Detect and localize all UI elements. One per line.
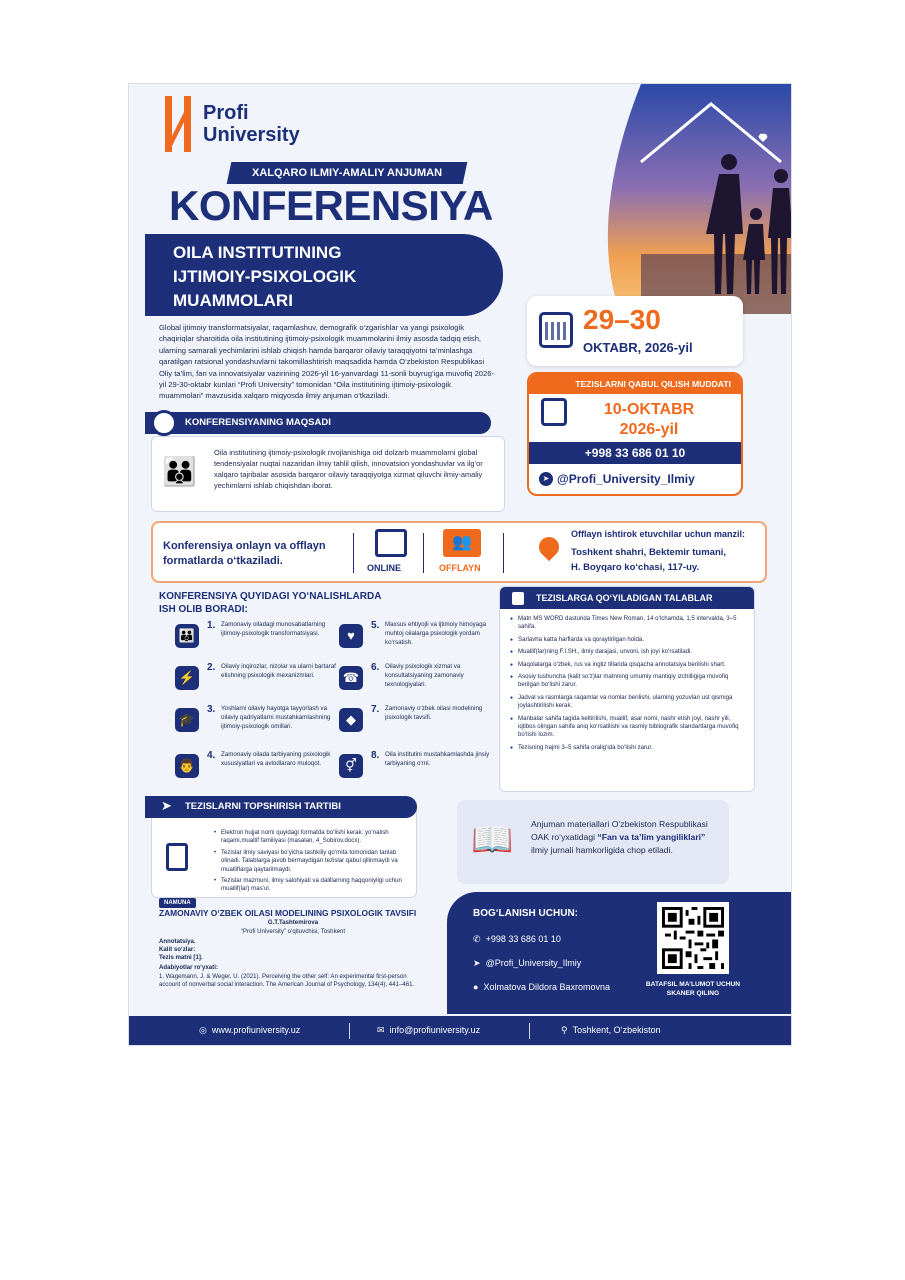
family-icon: 👪 (175, 624, 199, 648)
submission-heading-text: TEZISLARNI TOPSHIRISH TARTIBI (185, 801, 341, 812)
contact-person: Xolmatova Dildora Baxromovna (483, 982, 611, 992)
journal-text (531, 818, 721, 856)
divider (349, 1023, 350, 1039)
sample-annotation: Annotatsiya. (159, 937, 196, 945)
direction-number: 5. (371, 620, 380, 631)
theme-box (145, 234, 503, 316)
qr-code[interactable] (657, 902, 729, 974)
deadline-date (589, 400, 709, 440)
requirement-item: ● Sarlavha katta harflarda va qoraytirilgan holda. (510, 636, 746, 644)
format-text: Konferensiya onlayn va offlayn formatlarda o‘tkaziladi. (163, 540, 326, 567)
uzbekistan-map-icon: ◆ (339, 708, 363, 732)
goal-text: Oila institutining ijtimoiy-psixologik rivojlanishiga oid dolzarb muammolarni global tendensiyalar nuqtai nazaridan ilmiy tahlil qilish, innovatsion yondashuvlar va ilg‘or xalqaro tajribalar asosida barqaror oilaviy taraqqiyotga xizmat qiluvchi ilmiy-amaliy yechimlarni ishlab chiqishdan iborat. (214, 448, 483, 490)
contact-telegram: @Profi_University_Ilmiy (485, 958, 582, 968)
direction-item (339, 704, 505, 748)
family-sunset-photo (581, 84, 791, 314)
direction-text: Oilaviy psixologik xizmat va konsultatsiyaning zamonaviy texnologiyalari. (385, 663, 464, 688)
send-icon: ➤ (161, 798, 172, 813)
footer-location (561, 1025, 661, 1036)
map-pin-icon (535, 533, 563, 561)
contact-telegram-row[interactable] (473, 958, 581, 969)
calendar-icon (539, 312, 573, 348)
direction-item (339, 662, 505, 706)
conference-poster (128, 83, 792, 1046)
directions-heading (159, 590, 381, 616)
target-icon (151, 410, 177, 436)
footer-website[interactable] (199, 1025, 300, 1036)
direction-number: 2. (207, 662, 216, 673)
direction-item (339, 620, 505, 664)
globe-icon: ◎ (199, 1025, 207, 1035)
intro-paragraph: Global ijtimoiy transformatsiyalar, raqamlashuv, demografik o‘zgarishlar va yangi psixologik chaqiriqlar sharoitida oila institutining ijtimoiy-psixologik muammolarini ilmiy asosda tadqiq etish, ularning samarali yechimlarini ishlab chiqish hamda barqaror oilaviy taraqqiyotni ta’minlashga qaratilgan ratsional yondashuvlarni takomillashtirish maqsadida hamda O‘zbekiston Respublikasi Oliy ta’lim, fan va innovatsiyalar vazirining 2026-yil 16-yanvardagi 11-sonli buyrug‘iga muvofiq 2026-yil 29-30-oktabr kunlari “Profi University” tomonidan “Oila institutining ijtimoiy-psixologik muammolari” mavzusida xalqaro miqyosda ilmiy anjuman o‘tkaziladi. (159, 323, 494, 401)
monitor-icon (375, 529, 407, 557)
contact-phone-row[interactable] (473, 934, 561, 945)
brand-line1: Profi (203, 102, 249, 124)
requirement-item: ● Asosiy tushuncha (kalit so‘z)lar matnning umumiy mantiqiy izchilligiga muvofiq berilgan bo‘lishi zarur. (510, 673, 746, 690)
map-pin-icon: ⚲ (561, 1025, 568, 1035)
submission-list (214, 829, 412, 897)
sample-title: ZAMONAVIY O‘ZBEK OILASI MODELINING PSIXOLOGIK TAVSIFI (159, 908, 417, 919)
deadline-date-line1: 10-OKTABR (603, 401, 695, 418)
deadline-card (527, 372, 743, 496)
direction-text: Zamonaviy oilada tarbiyaning psixologik xususiyatlari va avlodlararo muloqot. (221, 751, 331, 767)
directions-heading-line1: KONFERENSIYA QUYIDAGI YO‘NALISHLARDA (159, 591, 382, 602)
deadline-date-line2: 2026-yil (619, 421, 679, 438)
telegram-icon: ➤ (473, 958, 481, 968)
requirement-item: ● Tezisning hajmi 3–5 sahifa oralig‘ida bo‘lishi zarur. (510, 744, 746, 752)
goal-heading (145, 412, 491, 434)
deadline-label: TEZISLARNI QABUL QILISH MUDDATI (529, 374, 741, 394)
conference-days: 29–30 (583, 304, 661, 335)
direction-number: 1. (207, 620, 216, 631)
consultant-icon: ☎ (339, 666, 363, 690)
footer-email-text: info@profiuniversity.uz (389, 1025, 481, 1035)
requirements-heading: TEZISLARGA QO‘YILADIGAN TALABLAR (500, 587, 754, 609)
direction-text: Zamonaviy oiladagi munosabatlarning ijtimoiy-psixologik transformatsiyasi. (221, 621, 326, 637)
sample-affiliation: “Profi University” o‘qituvchisi, Toshkent (240, 927, 346, 935)
graduation-cap-icon: 🎓 (175, 708, 199, 732)
theme-line3: MUAMMOLARI (173, 291, 293, 310)
submission-heading (145, 796, 417, 818)
direction-item (175, 662, 341, 706)
direction-number: 4. (207, 750, 216, 761)
profi-logo-icon (165, 96, 191, 152)
direction-text: Maxsus ehtiyojli va ijtimoiy himoyaga muhtoj oilalarga psixologik yordam ko‘rsatish. (385, 621, 487, 646)
divider (423, 533, 424, 573)
direction-item (175, 620, 341, 664)
deadline-telegram[interactable]: @Profi_University_Ilmiy (557, 472, 695, 486)
family-icon: 👪 (162, 456, 197, 487)
group-icon: 👥 (443, 529, 481, 557)
direction-text: Zamonaviy o‘zbek oilasi modelining psixologik tavsifi. (385, 705, 483, 721)
footer-website-text: www.profiuniversity.uz (211, 1025, 301, 1035)
book-icon: 📖 (471, 821, 514, 859)
direction-number: 8. (371, 750, 380, 761)
page-title: KONFERENSIYA (169, 182, 493, 229)
mail-icon: ✉ (377, 1025, 385, 1035)
calendar-icon (541, 398, 567, 426)
journal-text-after: ilmiy jurnali hamkorligida chop etiladi. (531, 844, 673, 855)
direction-item (175, 750, 341, 794)
requirement-item: ● Matn MS WORD dasturida Times New Roman, 14 o‘lchamda, 1,5 intervalda, 3–5 sahifa. (510, 615, 746, 632)
requirement-item: ● Jadval va rasmlarga raqamlar va nomlar berilishi, ularning yozuvlari ust qismiga joylashtirilishi kerak. (510, 694, 746, 711)
direction-text: Oilaviy inqirozlar, nizolar va ularni bartaraf etishning psixologik mexanizmlari. (221, 663, 336, 679)
offline-label: OFFLAYN (439, 563, 481, 573)
footer-email[interactable] (377, 1025, 480, 1036)
direction-text: Yoshlarni oilaviy hayotga tayyorlash va oilaviy qadriyatlarni mustahkamlashning ijtimoiy-psixologik omillari. (221, 705, 331, 730)
address-line2: H. Boyqaro ko‘chasi, 117-uy. (571, 562, 700, 573)
journal-card (457, 800, 729, 884)
sample-author: G.T.Tashtemirova (267, 919, 319, 927)
phone-icon: ✆ (473, 934, 481, 944)
submission-item: • Tezislar ilmiy saviyasi bo‘yicha tashkiliy qo‘mita tomonidan tanlab olinadi. Talablarga javob bermaydigan tezislar qabul qilinmaydi va mualliflarga qaytarilmaydi. (214, 849, 412, 874)
deadline-phone[interactable]: +998 33 686 01 10 (529, 442, 741, 464)
contact-panel (447, 892, 792, 1014)
submission-item: • Elektron hujjat nomi quyidagi formatda bo‘lishi kerak: yo‘nalish raqami,muallif familiyasi (masalan, 4_Sobirov.docx). (214, 829, 412, 846)
conference-type: XALQARO ILMIY-AMALIY ANJUMAN (251, 167, 443, 179)
sample-keywords: Kalit so‘zlar: (159, 946, 196, 954)
address-line1: Toshkent shahri, Bektemir tumani, (571, 547, 727, 558)
contact-phone: +998 33 686 01 10 (485, 934, 561, 944)
sample-abstract (159, 898, 427, 989)
theme-line2: IJTIMOIY-PSIXOLOGIK (173, 267, 357, 286)
requirement-item: ● Maqolalarga o‘zbek, rus va ingliz tillarida qisqacha annotatsiya berilishi shart. (510, 661, 746, 669)
submission-item: • Tezislar mazmuni, ilmiy salohiyati va dalillarning haqqoniyligi uchun muallif(lar) mas’ul. (214, 877, 412, 894)
document-icon (512, 592, 524, 605)
document-icon (166, 843, 188, 871)
address-heading: Offlayn ishtirok etuvchilar uchun manzil: (571, 529, 746, 539)
gender-icon: ⚥ (339, 754, 363, 778)
goal-box (151, 436, 505, 512)
person-icon: ● (473, 982, 479, 992)
goal-heading-text: KONFERENSIYANING MAQSADI (185, 417, 331, 428)
conference-month-year: OKTABR, 2026-yil (583, 340, 693, 355)
journal-text-before: Anjuman materiallari O‘zbekiston Respublikasi OAK ro‘yxatidagi (531, 819, 708, 842)
conflict-icon: ⚡ (175, 666, 199, 690)
direction-number: 7. (371, 704, 380, 715)
direction-number: 6. (371, 662, 380, 673)
conference-date-card (527, 296, 743, 366)
requirement-item: ● Muallif(lar)ning F.I.SH., ilmiy darajasi, unvoni, ish joyi ko‘rsatiladi. (510, 648, 746, 656)
footer-location-text: Toshkent, O‘zbekiston (572, 1025, 661, 1035)
conference-type-banner (227, 162, 468, 184)
direction-number: 3. (207, 704, 216, 715)
brand-line2: University (203, 124, 300, 146)
telegram-icon: ➤ (539, 472, 553, 486)
qr-caption: BATAFSIL MA’LUMOT UCHUN SKANER QILING (645, 981, 741, 997)
direction-item (339, 750, 505, 794)
footer-bar (129, 1016, 791, 1046)
requirements-list (510, 615, 746, 756)
format-card (151, 521, 767, 583)
contact-heading: BOG‘LANISH UCHUN: (473, 908, 578, 919)
direction-text: Oila institutini mustahkamlashda jinsiy tarbiyaning o‘rni. (385, 751, 490, 767)
requirements-card (499, 586, 755, 792)
sample-badge: NAMUNA (159, 898, 196, 908)
sample-refs-heading: Adabiyotlar ro‘yxati: (159, 964, 218, 972)
brand-name (203, 102, 300, 146)
sample-reference: 1. Wagemann, J. & Weger, U. (2021). Perceiving the other self: An experimental first-person account of nonverbal social interaction. The American Journal of Psychology, 134(4), 441–461. (159, 972, 415, 988)
theme-line1: OILA INSTITUTINING (173, 243, 342, 262)
divider (529, 1023, 530, 1039)
parent-child-icon: 👨 (175, 754, 199, 778)
journal-name: “Fan va ta’lim yangiliklari” (597, 831, 706, 842)
online-label: ONLINE (367, 563, 402, 573)
direction-item (175, 704, 341, 748)
sample-body: Tezis matni [1]. (159, 954, 203, 962)
divider (353, 533, 354, 573)
divider (503, 533, 504, 573)
contact-person-row (473, 982, 610, 992)
directions-heading-line2: ISH OLIB BORADI: (159, 604, 248, 615)
care-hands-icon: ♥ (339, 624, 363, 648)
requirement-item: ● Manbalar sahifa tagida keltirilishi, muallif, asar nomi, nashr etish joyi, nashr yili, iqtibos olingan sahifa aniq ko‘rsatilishi va rasmiy bibliografik standartlarga muvofiq bo‘lishi lozim. (510, 715, 746, 740)
